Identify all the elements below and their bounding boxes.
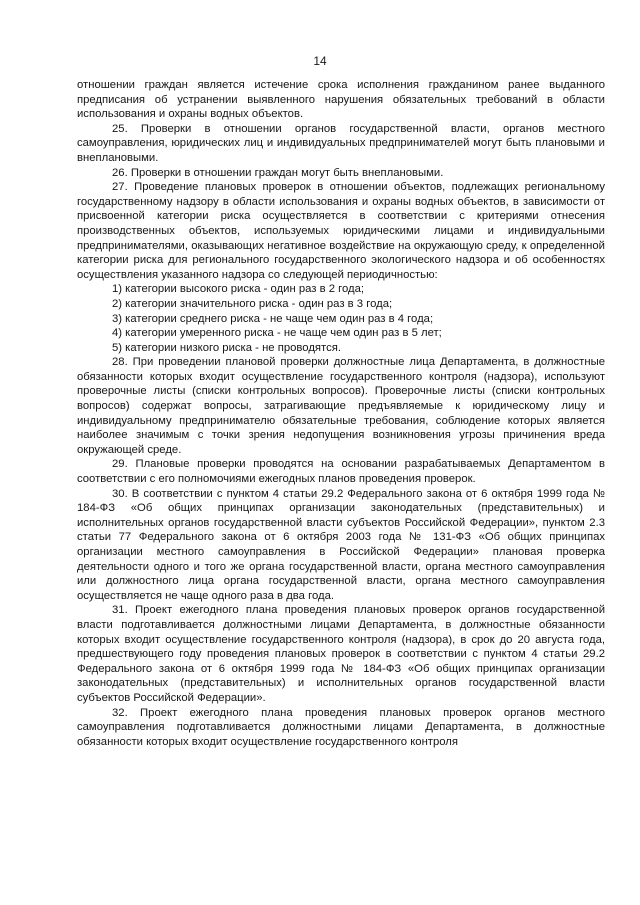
list-item-1: 1) категории высокого риска - один раз в 2 года; bbox=[112, 283, 365, 296]
paragraph-32: 32. Проект ежегодного плана проведения плановых проверок органов местного самоуправления подготавливается должностными лицами Департамента, в должностные обязанности которых входит осуществление государственного контроля bbox=[77, 706, 605, 748]
list-item-4: 4) категории умеренного риска - не чаще чем один раз в 5 лет; bbox=[112, 327, 442, 340]
paragraph-27: 27. Проведение плановых проверок в отношении объектов, подлежащих региональному государственному надзору в области использования и охраны водных объектов, в зависимости от присвоенной категории риска осуществляется в соответствии с критериями отнесения производственных объектов, используемых юридическими лицами и индивидуальными предпринимателями, оказывающих негативное воздействие на окружающую среду, к определенной категории риска для регионального государственного экологического надзора и об особенностях осуществления указанного надзора со следующей периодичностью: bbox=[77, 181, 605, 281]
paragraph-29: 29. Плановые проверки проводятся на основании разрабатываемых Департаментом в соответствии с его полномочиями ежегодных планов проведения проверок. bbox=[77, 458, 605, 486]
list-item-3: 3) категории среднего риска - не чаще чем один раз в 4 года; bbox=[112, 312, 434, 325]
paragraph-30: 30. В соответствии с пунктом 4 статьи 29.2 Федерального закона от 6 октября 1999 года № 184-ФЗ «Об общих принципах организации законодательных (представительных) и исполнительных органов государственной власти субъектов Российской Федерации», пунктом 2.3 статьи 77 Федерального закона от 6 октября 2003 года № 131-ФЗ «Об общих принципах организации местного самоуправления в Российской Федерации» плановая проверка деятельности одного и того же органа государственной власти, органа местного самоуправления или должностного лица органа государственной власти, органа местного самоуправления осуществляется не чаще одного раза в два года. bbox=[77, 487, 605, 602]
paragraph-continuation: отношении граждан является истечение срока исполнения гражданином ранее выданного предписания об устранении выявленного нарушения обязательных требований в области использования и охраны водных объектов. bbox=[77, 79, 605, 121]
paragraph-25: 25. Проверки в отношении органов государственной власти, органов местного самоуправления, юридических лиц и индивидуальных предпринимателей могут быть плановыми и внеплановыми. bbox=[77, 122, 605, 164]
paragraph-28: 28. При проведении плановой проверки должностные лица Департамента, в должностные обязанности которых входит осуществление государственного контроля (надзора), используют проверочные листы (списки контрольных вопросов). Проверочные листы (списки контрольных вопросов) содержат вопросы, затрагивающие предъявляемые к юридическому лицу и индивидуальному предпринимателю обязательные требования, соблюдение которых является наиболее значимым с точки зрения недопущения возникновения угрозы причинения вреда окружающей среде. bbox=[77, 356, 605, 456]
list-item-2: 2) категории значительного риска - один раз в 3 года; bbox=[112, 297, 393, 310]
page-number: 14 bbox=[313, 54, 327, 68]
document-body bbox=[77, 78, 605, 749]
list-item-5: 5) категории низкого риска - не проводятся. bbox=[112, 341, 341, 354]
paragraph-26: 26. Проверки в отношении граждан могут быть внеплановыми. bbox=[112, 166, 444, 179]
paragraph-31: 31. Проект ежегодного плана проведения плановых проверок органов государственной власти подготавливается должностными лицами Департамента, в должностные обязанности которых входит осуществление государственного контроля (надзора), в срок до 20 августа года, предшествующего году проведения плановых проверок в соответствии с пунктом 4 статьи 29.2 Федерального закона от 6 октября 1999 года № 184-ФЗ «Об общих принципах организации законодательных (представительных) и исполнительных органов государственной власти субъектов Российской Федерации». bbox=[77, 604, 605, 704]
